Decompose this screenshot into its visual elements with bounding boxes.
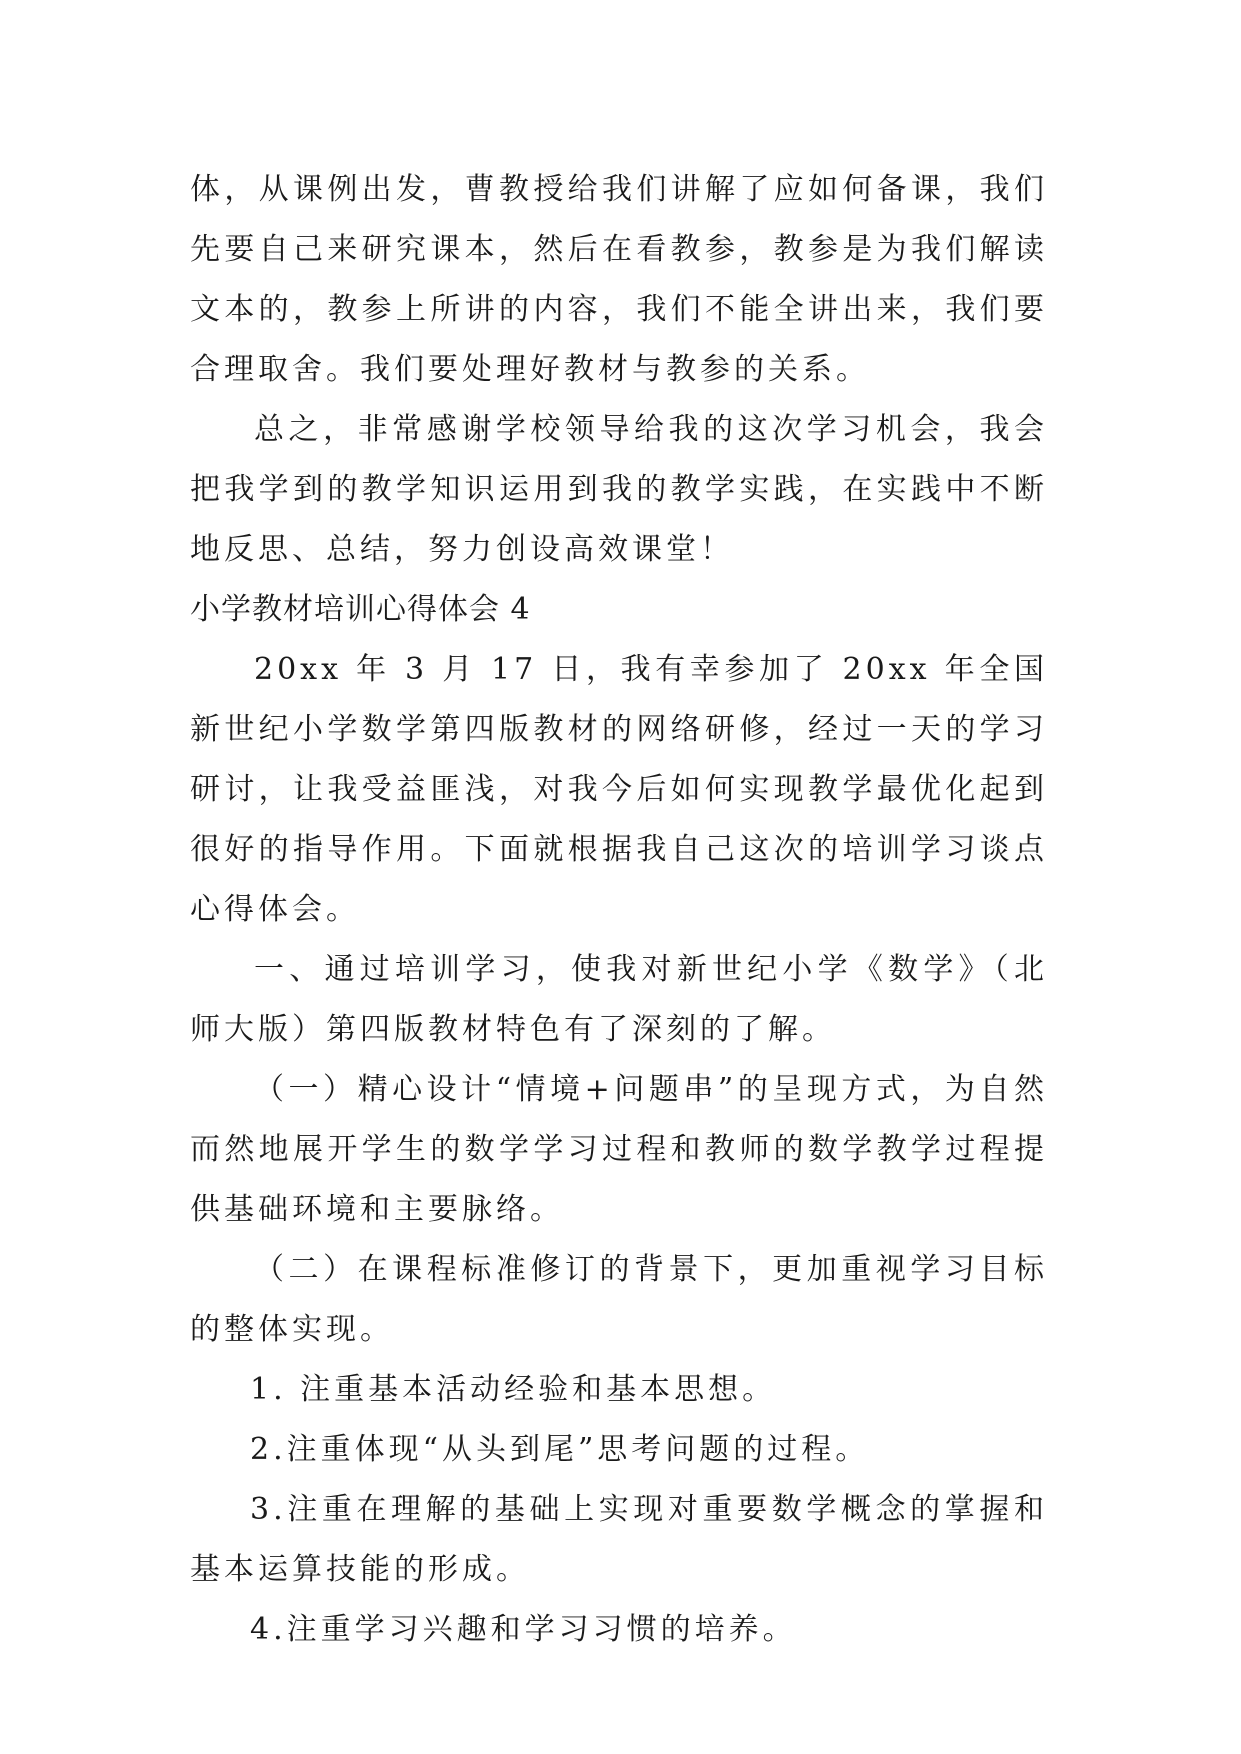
list-item: 4.注重学习兴趣和学习习惯的培养。 <box>250 1612 797 1647</box>
paragraph-continuation: 体，从课例出发，曹教授给我们讲解了应如何备课，我们先要自己来研究课本，然后在看教参，教参是为我们解读文本的，教参上所讲的内容，我们不能全讲出来，我们要合理取舍。我们要处理好教材与教参的关系。 <box>190 172 1048 387</box>
list-item: 2.注重体现“从头到尾”思考问题的过程。 <box>250 1432 870 1467</box>
list-item: 3.注重在理解的基础上实现对重要数学概念的掌握和基本运算技能的形成。 <box>190 1492 1048 1587</box>
paragraph-conclusion: 总之，非常感谢学校领导给我的这次学习机会，我会把我学到的教学知识运用到我的教学实践，在实践中不断地反思、总结，努力创设高效课堂！ <box>190 412 1048 567</box>
document-body <box>190 160 1048 1660</box>
paragraph-intro: 20xx 年 3 月 17 日，我有幸参加了 20xx 年全国新世纪小学数学第四版教材的网络研修，经过一天的学习研讨，让我受益匪浅，对我今后如何实现教学最优化起到很好的指导作用。下面就根据我自己这次的培训学习谈点心得体会。 <box>190 652 1048 927</box>
section-heading: 小学教材培训心得体会 4 <box>190 592 531 627</box>
paragraph-subpoint-one: （一）精心设计“情境+问题串”的呈现方式，为自然而然地展开学生的数学学习过程和教师的数学教学过程提供基础环境和主要脉络。 <box>190 1072 1048 1227</box>
list-item: 1. 注重基本活动经验和基本思想。 <box>250 1372 777 1407</box>
paragraph-point-one: 一、通过培训学习，使我对新世纪小学《数学》（北师大版）第四版教材特色有了深刻的了解。 <box>190 952 1048 1047</box>
paragraph-subpoint-two: （二）在课程标准修订的背景下，更加重视学习目标的整体实现。 <box>190 1252 1048 1347</box>
